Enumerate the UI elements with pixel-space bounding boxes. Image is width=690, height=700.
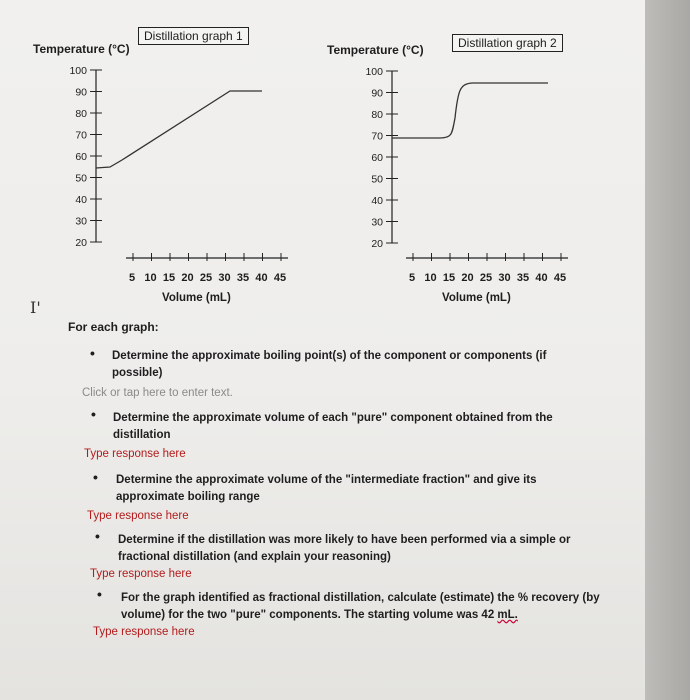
graph1-x-tick-label: 30 <box>218 272 231 284</box>
question-5-line2-text: volume) for the two "pure" components. The starting volume was 42 <box>121 609 498 621</box>
graph2-xlabel: Volume (mL) <box>442 292 511 304</box>
graph1-xlabel: Volume (mL) <box>162 292 231 304</box>
response-field-1[interactable]: Click or tap here to enter text. <box>82 387 233 399</box>
bullet-1: • <box>90 345 95 361</box>
graph1-x-tick-label: 40 <box>255 272 268 284</box>
question-2-line1: Determine the approximate volume of each "pure" component obtained from the <box>113 412 553 424</box>
graph2-distillation-curve <box>392 83 548 138</box>
graph1-x-tick-label: 15 <box>162 272 176 284</box>
question-5-line2 <box>121 607 518 624</box>
bullet-4: • <box>95 528 100 544</box>
graph1-y-tick-label: 60 <box>75 151 87 163</box>
graph2-x-tick-label: 15 <box>442 272 456 284</box>
bullet-5: • <box>97 586 102 602</box>
graph1-x-tick-label: 35 <box>236 272 250 284</box>
graph2-x-tick-label: 10 <box>424 272 437 284</box>
graph2-x-tick-label: 25 <box>479 272 493 284</box>
question-2-line2: distillation <box>113 429 171 441</box>
response-field-3[interactable]: Type response here <box>87 510 189 522</box>
graph2-y-tick-label: 30 <box>371 216 383 229</box>
graph1-y-tick-label: 80 <box>75 108 87 120</box>
graph2-y-tick-label: 70 <box>371 130 383 143</box>
graph2-y-tick-label: 80 <box>371 109 383 121</box>
graph1-x-tick-label: 10 <box>144 272 157 284</box>
graph2-x-tick-label: 45 <box>553 272 567 284</box>
bullet-2: • <box>91 406 96 422</box>
response-field-5[interactable]: Type response here <box>93 626 195 638</box>
graph1-x-tick-label: 45 <box>273 272 287 284</box>
graph2-y-tick-label: 50 <box>371 173 383 186</box>
graph1-y-tick-label: 100 <box>69 65 87 77</box>
graph1-ylabel: Temperature (°C) <box>33 42 130 56</box>
graph1-x-tick-label: 25 <box>199 272 213 284</box>
graph2-y-tick-label: 40 <box>371 195 383 207</box>
question-3-line2: approximate boiling range <box>116 491 260 503</box>
graph1-y-tick-label: 50 <box>75 172 87 185</box>
question-4-line1: Determine if the distillation was more likely to have been performed via a simple or <box>118 534 571 546</box>
response-field-4[interactable]: Type response here <box>90 568 192 580</box>
graph2-y-tick-label: 20 <box>371 238 383 250</box>
graph2-x-tick-label: 40 <box>535 272 548 284</box>
response-field-2[interactable]: Type response here <box>84 448 186 460</box>
question-5-unit: mL. <box>497 609 518 621</box>
graph2-y-tick-label: 90 <box>371 87 383 100</box>
graph2-ylabel: Temperature (°C) <box>327 43 424 57</box>
graph1-y-tick-label: 30 <box>75 215 87 228</box>
graph1-y-tick-label: 40 <box>75 194 87 206</box>
graph2-title: Distillation graph 2 <box>452 34 563 52</box>
graph1-title: Distillation graph 1 <box>138 27 249 45</box>
graph2-x-tick-label: 35 <box>516 272 530 284</box>
bullet-3: • <box>93 469 98 485</box>
graph2-x-tick-label: 30 <box>498 272 511 284</box>
graph2-x-tick-label: 20 <box>461 272 474 284</box>
graph1-y-tick-label: 90 <box>75 86 87 99</box>
graph1-x-tick-label: 20 <box>181 272 194 284</box>
question-1-line2: possible) <box>112 367 163 379</box>
graph2-y-tick-label: 100 <box>365 66 383 78</box>
question-5-line1: For the graph identified as fractional distillation, calculate (estimate) the % recovery (by <box>121 592 600 604</box>
section-heading: For each graph: <box>68 320 159 334</box>
graph2-x-tick-label: 5 <box>408 272 416 284</box>
graph1-y-tick-label: 20 <box>75 237 87 249</box>
graph2-y-tick-label: 60 <box>371 152 383 164</box>
graph1-distillation-curve <box>96 91 262 168</box>
question-3-line1: Determine the approximate volume of the "intermediate fraction" and give its <box>116 474 537 486</box>
text-cursor-icon: I' <box>30 298 41 317</box>
question-1-line1: Determine the approximate boiling point(s) of the component or components (if <box>112 350 547 362</box>
question-4-line2: fractional distillation (and explain your reasoning) <box>118 551 391 563</box>
graph1-x-tick-label: 5 <box>128 272 136 284</box>
graph1-y-tick-label: 70 <box>75 129 87 142</box>
